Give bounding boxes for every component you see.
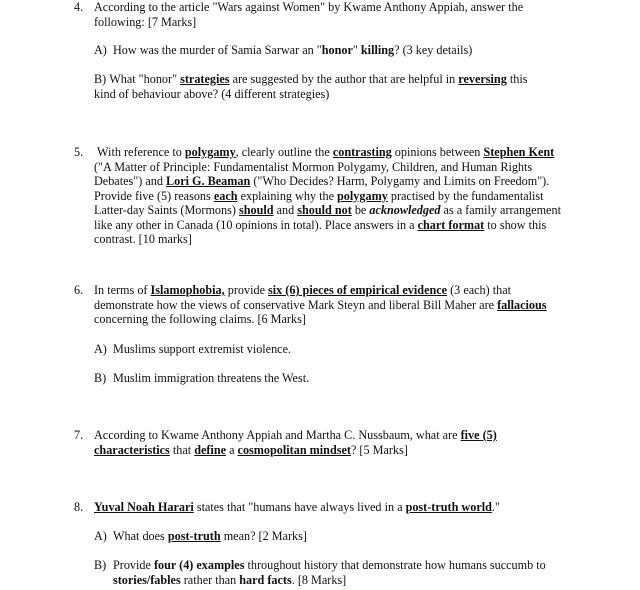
question-number: 4. xyxy=(74,0,84,14)
question-text: According to the article "Wars against Women" by Kwame Anthony Appiah, answer the following: [7 Marks] xyxy=(94,0,524,29)
sub-question-text: B) What "honor" strategies are suggested by the author that are helpful in reversing this kind of behaviour above? (4 different strategies) xyxy=(94,72,528,101)
sub-question-4b xyxy=(94,72,566,101)
sub-question-label: A) xyxy=(94,43,107,57)
sub-question-label: A) xyxy=(94,342,107,356)
question-text: Yuval Noah Harari states that "humans have always lived in a post-truth world." xyxy=(94,500,500,514)
question-number: 7. xyxy=(74,428,84,442)
sub-question-label: B) xyxy=(94,371,107,385)
question-number: 6. xyxy=(74,283,84,297)
sub-question-label: A) xyxy=(94,529,107,543)
sub-question-text: What does post-truth mean? [2 Marks] xyxy=(113,529,307,543)
question-number: 5. xyxy=(74,145,84,159)
sub-question-label: B) xyxy=(94,558,107,572)
sub-question-text: Muslims support extremist violence. xyxy=(113,342,292,356)
sub-question-label: B) xyxy=(94,72,107,86)
sub-question-text: How was the murder of Samia Sarwar an "honor" killing? (3 key details) xyxy=(113,43,473,57)
question-text: According to Kwame Anthony Appiah and Martha C. Nussbaum, what are five (5) characteristics that define a cosmopolitan mindset? [5 Marks] xyxy=(94,428,497,457)
question-text: With reference to polygamy, clearly outline the contrasting opinions between Stephen Kent ("A Matter of Principle: Fundamentalist Mormon Polygamy, Children, and Human Rights Debates") and Lori G. Beaman ("Who Decides? Harm, Polygamy and Limits on Freedom"). Provide five (5) reasons each explaining why the polygamy practised by the fundamentalist Latter-day Saints (Mormons) should and should not be acknowledged as a family arrangement like any other in Canada (10 opinions in total). Place answers in a chart format to show this contrast. [10 marks] xyxy=(94,145,561,246)
question-text: In terms of Islamophobia, provide six (6) pieces of empirical evidence (3 each) that demonstrate how the views of conservative Mark Steyn and liberal Bill Maher are fallacious concerning the following claims. [6 Marks] xyxy=(94,283,547,326)
sub-question-text: Provide four (4) examples throughout history that demonstrate how humans succumb to stories/fables rather than hard facts. [8 Marks] xyxy=(113,558,546,587)
sub-question-text: Muslim immigration threatens the West. xyxy=(113,371,310,385)
question-number: 8. xyxy=(74,500,84,514)
